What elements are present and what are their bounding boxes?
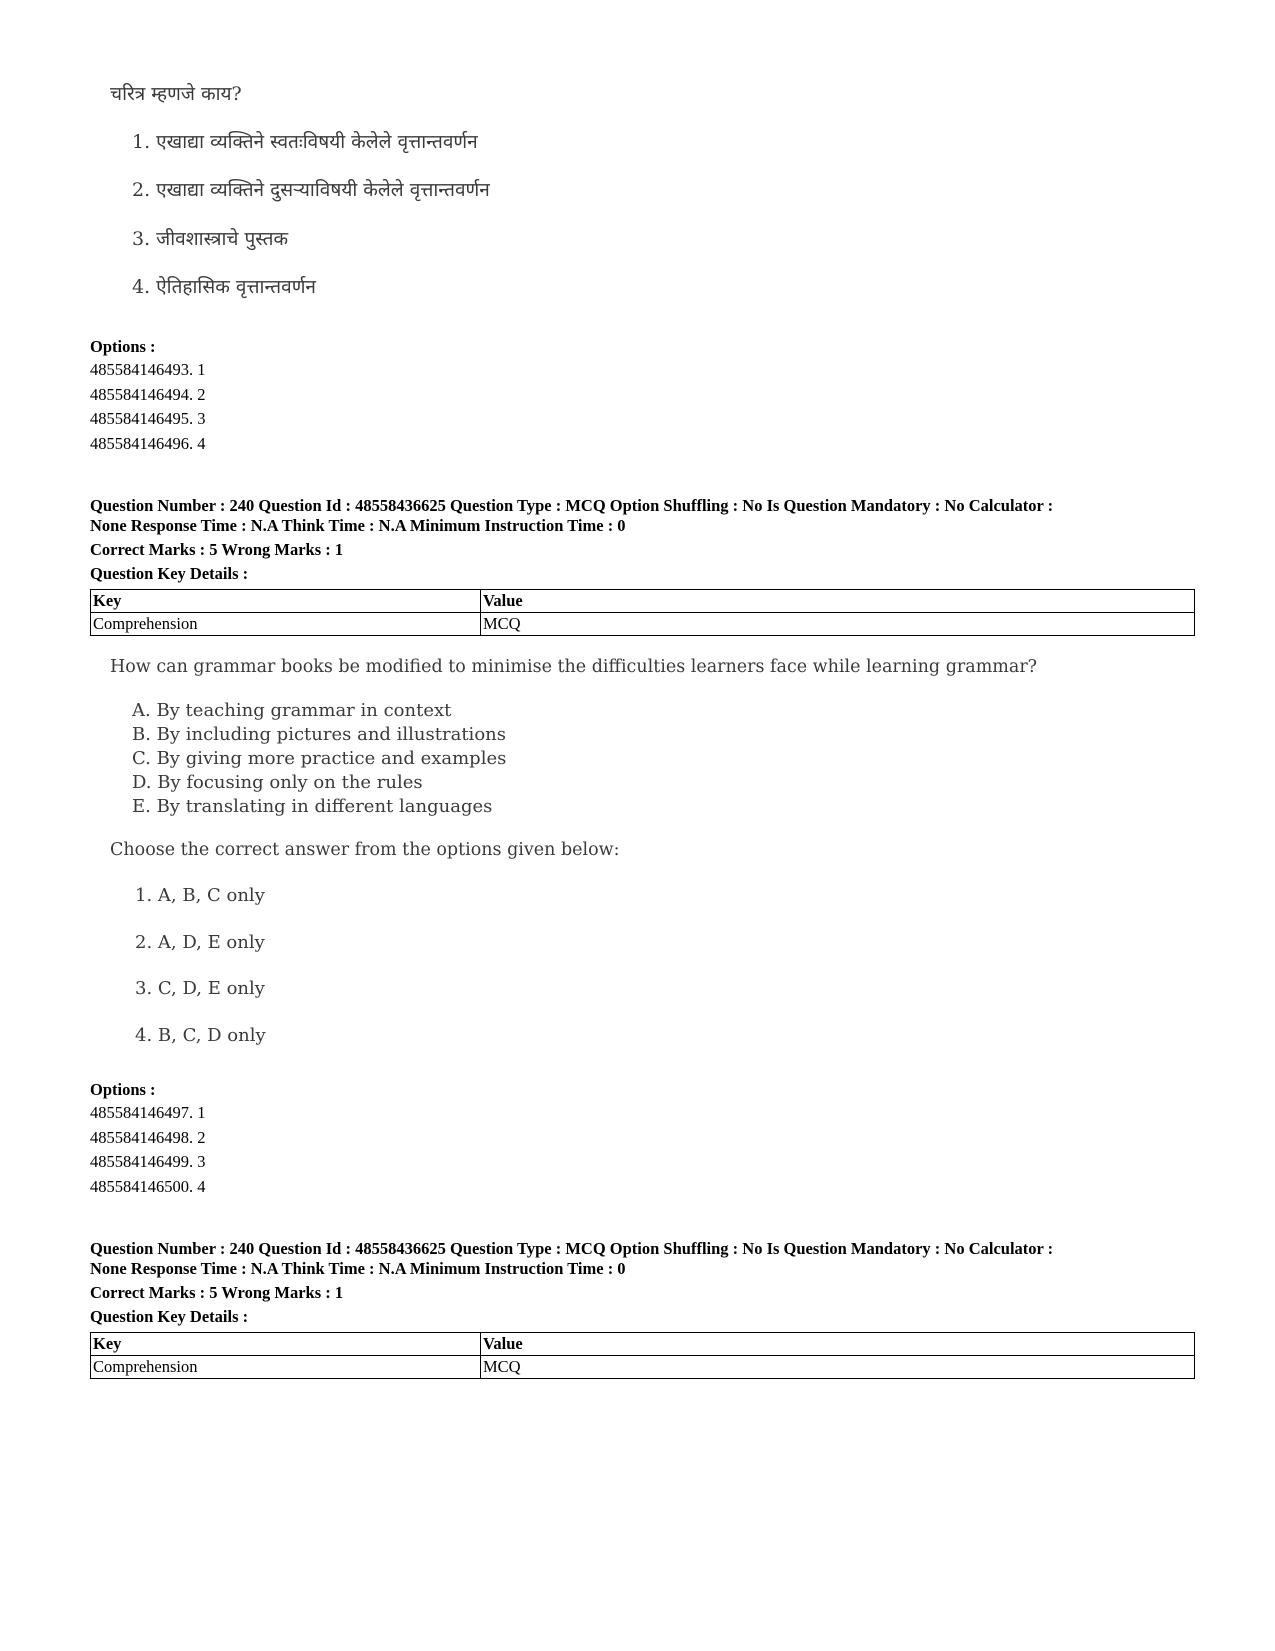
question-2-instruction: Choose the correct answer from the options given below: [110,840,620,860]
table-row [91,1356,1195,1379]
marks-line: Correct Marks : 5 Wrong Marks : 1 [90,540,344,559]
table-header-row [91,590,1195,613]
key-details-table [90,589,1195,636]
question-1-choice-1: 1. एखाद्या व्यक्तिने स्वतःविषयी केलेले वृत्तान्तवर्णन [132,131,478,153]
question-meta-2 [90,1239,1200,1279]
question-1-choice-4: 4. ऐतिहासिक वृत्तान्तवर्णन [132,276,316,298]
statement-c: C. By giving more practice and examples [132,748,507,769]
option-id: 485584146497. 1 [90,1103,206,1122]
question-1-options-label: Options : [90,337,156,356]
option-id: 485584146499. 3 [90,1152,206,1171]
meta-line-2: None Response Time : N.A Think Time : N.A Minimum Instruction Time : 0 [90,1259,626,1278]
cell-value: MCQ [481,613,1195,636]
meta-line-1: Question Number : 240 Question Id : 48558436625 Question Type : MCQ Option Shuffling : No Is Question Mandatory : No Calculator : [90,1239,1054,1258]
question-2-stem: How can grammar books be modified to minimise the difficulties learners face while learning grammar? [110,657,1038,677]
option-id: 485584146494. 2 [90,384,206,404]
header-value: Value [481,590,1195,613]
question-2-image [110,655,1110,1055]
question-2-options-label: Options : [90,1080,156,1099]
statement-e: E. By translating in different languages [132,796,493,817]
question-2-choice-1: 1. A, B, C only [135,885,265,906]
question-meta-1 [90,496,1200,536]
question-1-stem: चरित्र म्हणजे काय? [110,83,242,105]
key-details-label: Question Key Details : [90,1307,249,1326]
question-1-choice-3: 3. जीवशास्त्राचे पुस्तक [132,228,289,250]
cell-key: Comprehension [91,1356,481,1379]
statement-d: D. By focusing only on the rules [132,772,423,793]
question-1-options-list [90,358,206,456]
table-row [91,613,1195,636]
key-details-table [90,1332,1195,1379]
cell-value: MCQ [481,1356,1195,1379]
statement-a: A. By teaching grammar in context [132,700,452,721]
question-1-image [110,78,1110,318]
meta-line-2: None Response Time : N.A Think Time : N.A Minimum Instruction Time : 0 [90,516,626,535]
meta-line-1: Question Number : 240 Question Id : 48558436625 Question Type : MCQ Option Shuffling : No Is Question Mandatory : No Calculator : [90,496,1054,515]
option-id: 485584146496. 4 [90,433,206,453]
question-2-options-list [90,1101,206,1199]
cell-key: Comprehension [91,613,481,636]
question-1-choice-2: 2. एखाद्या व्यक्तिने दुसऱ्याविषयी केलेले वृत्तान्तवर्णन [132,179,490,201]
question-2-choice-3: 3. C, D, E only [135,978,265,999]
question-2-choice-2: 2. A, D, E only [135,932,265,953]
marks-line: Correct Marks : 5 Wrong Marks : 1 [90,1283,344,1302]
header-key: Key [91,590,481,613]
key-details-label: Question Key Details : [90,564,249,583]
header-key: Key [91,1333,481,1356]
option-id: 485584146500. 4 [90,1176,206,1196]
option-id: 485584146493. 1 [90,360,206,379]
statement-b: B. By including pictures and illustrations [132,724,506,745]
option-id: 485584146495. 3 [90,409,206,428]
table-header-row [91,1333,1195,1356]
question-2-choice-4: 4. B, C, D only [135,1025,266,1046]
option-id: 485584146498. 2 [90,1127,206,1147]
header-value: Value [481,1333,1195,1356]
